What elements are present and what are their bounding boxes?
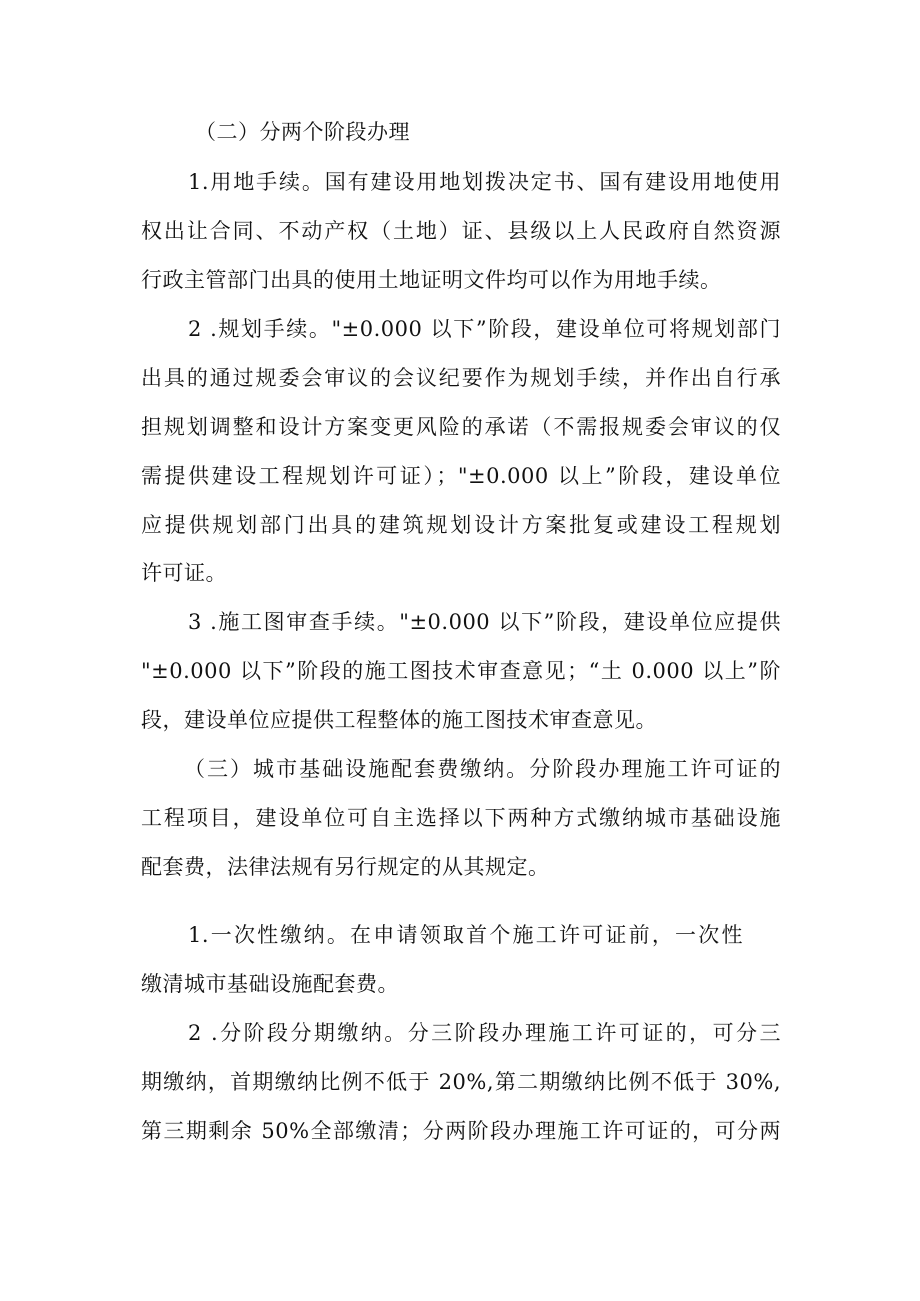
paragraph-line: 需提供建设工程规划许可证）；"±0.000 以上”阶段，建设单位 xyxy=(141,464,781,488)
paragraph-line: 应提供规划部门出具的建筑规划设计方案批复或建设工程规划 xyxy=(141,513,781,537)
paragraph-line: 配套费，法律法规有另行规定的从其规定。 xyxy=(141,855,550,879)
paragraph-line: 担规划调整和设计方案变更风险的承诺（不需报规委会审议的仅 xyxy=(141,415,781,439)
paragraph-line: （三）城市基础设施配套费缴纳。分阶段办理施工许可证的 xyxy=(184,757,781,781)
paragraph-line: 行政主管部门出具的使用土地证明文件均可以作为用地手续。 xyxy=(141,268,722,292)
paragraph-line: 第三期剩余 50%全部缴清；分两阶段办理施工许可证的，可分两 xyxy=(141,1119,781,1143)
paragraph-line: 2 .规划手续。"±0.000 以下”阶段，建设单位可将规划部门 xyxy=(188,317,781,341)
paragraph-line: 权出让合同、不动产权（土地）证、县级以上人民政府自然资源 xyxy=(141,219,781,243)
paragraph-line: 缴清城市基础设施配套费。 xyxy=(141,972,399,996)
paragraph-line: 1.用地手续。国有建设用地划拨决定书、国有建设用地使用 xyxy=(188,170,781,194)
paragraph-line: "±0.000 以下”阶段的施工图技术审查意见；“土 0.000 以上”阶 xyxy=(141,659,781,683)
paragraph-line: 出具的通过规委会审议的会议纪要作为规划手续，并作出自行承 xyxy=(141,366,781,390)
paragraph-line: 工程项目，建设单位可自主选择以下两种方式缴纳城市基础设施 xyxy=(141,806,781,830)
paragraph-line: 许可证。 xyxy=(141,561,227,585)
paragraph-line: 1.一次性缴纳。在申请领取首个施工许可证前，一次性 xyxy=(188,923,743,947)
paragraph-line: 段，建设单位应提供工程整体的施工图技术审查意见。 xyxy=(141,708,657,732)
paragraph-line: 期缴纳，首期缴纳比例不低于 20%,第二期缴纳比例不低于 30%, xyxy=(141,1070,781,1094)
section-2-heading: （二）分两个阶段办理 xyxy=(195,120,410,144)
paragraph-line: 2 .分阶段分期缴纳。分三阶段办理施工许可证的，可分三 xyxy=(188,1021,781,1045)
paragraph-line: 3 .施工图审查手续。"±0.000 以下”阶段，建设单位应提供 xyxy=(188,610,781,634)
